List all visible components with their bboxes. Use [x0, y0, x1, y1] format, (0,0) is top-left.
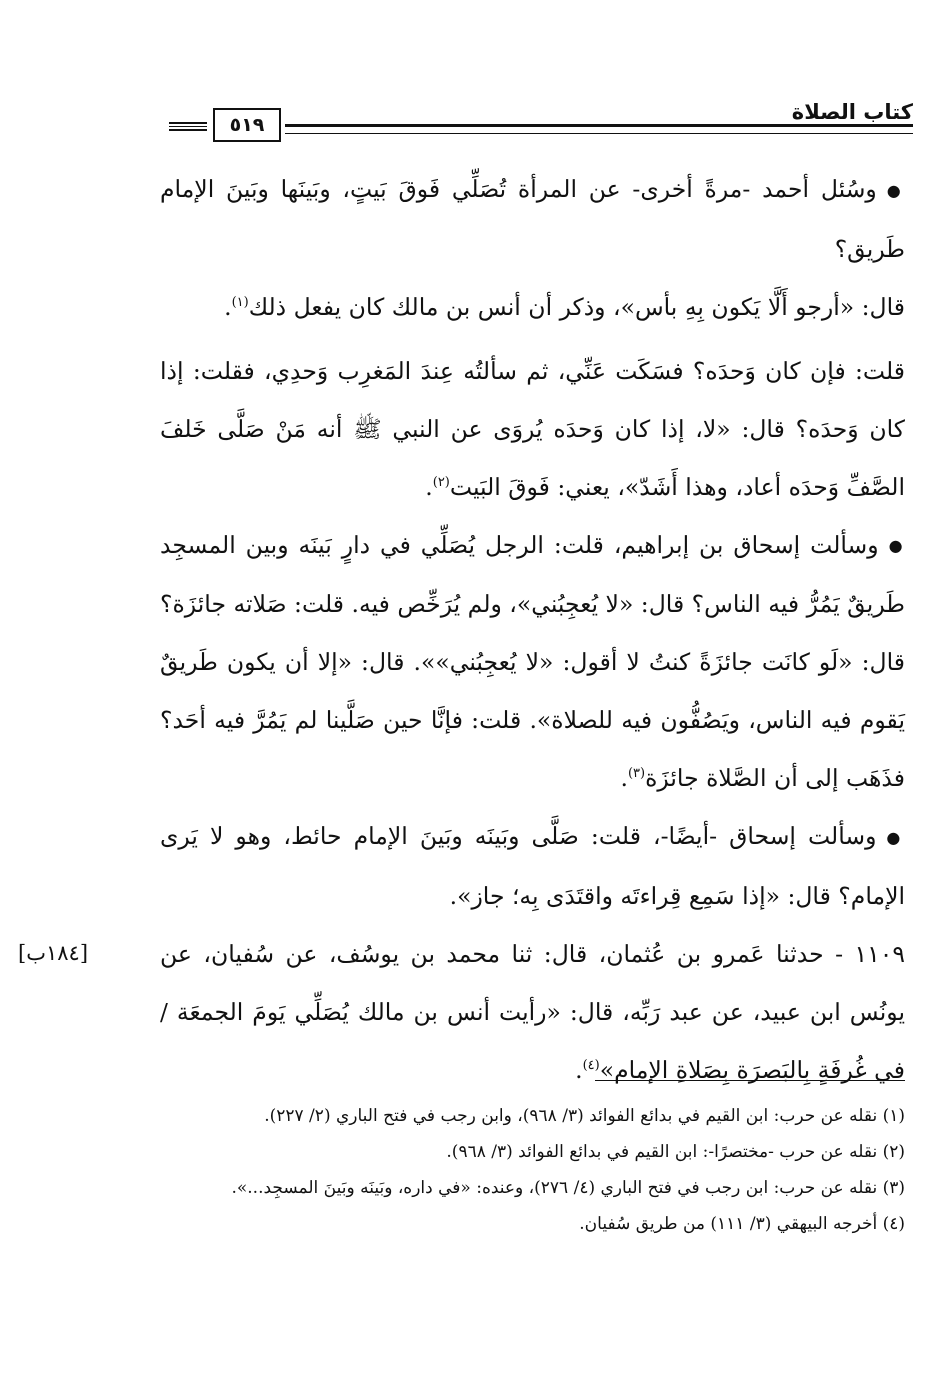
- paragraph: قال: «أرجو أَلَّا يَكون بِهِ بأس»، وذكر أن أنس بن مالك كان يفعل ذلك$^{(١)}$.: [224, 292, 905, 321]
- page-header: [165, 96, 913, 146]
- bullet-icon: ●: [886, 827, 905, 847]
- page-number: ٥١٩: [213, 108, 281, 142]
- footnotes: [160, 1098, 905, 1242]
- footnote-ref: (٤): [582, 1057, 600, 1073]
- footnote-ref: (١): [231, 294, 249, 310]
- footnote: (١) نقله عن حرب: ابن القيم في بدائع الفوائد (٣/ ٩٦٨)، وابن رجب في فتح الباري (٢/ ٢٢٧).: [264, 1106, 905, 1126]
- manuscript-folio-note: [١٨٤ب]: [18, 941, 89, 965]
- paragraph: ●وسُئل أحمد -مرةً أخرى- عن المرأة تُصَلِّي فَوقَ بَيتٍ، وبَينَها وبَينَ الإمام طَريق؟: [160, 175, 905, 263]
- header-rule-left: [169, 122, 207, 131]
- bullet-icon: ●: [886, 180, 905, 200]
- footnote-ref: (٣): [627, 766, 646, 782]
- header-rule-right: [285, 124, 913, 134]
- bullet-icon: ●: [888, 536, 905, 555]
- paragraph: ●وسألت إسحاق بن إبراهيم، قلت: الرجل يُصَلِّي في دارٍ بَينَه وبين المسجِد طَريقٌ يَمُرُّ فيه الناس؟ قال: «لا يُعجِبُني»، ولم يُرَخِّص فيه. قلت: صَلاته جائزَة؟ قال: «لَو كانَت جائزَةً كنتُ لا أقول: «لا يُعجِبُني»». قال: «إلا أن يكون طَريقٌ يَقوم فيه الناس، ويَصُفُّون فيه للصلاة». قلت: فإنَّا حين صَلَّينا لم يَمُرَّ فيه أحَد؟ فذَهَب إلى أن الصَّلاة جائزَة$^{(٣)}$.: [160, 530, 905, 792]
- hadith-paragraph: ١١٠٩ - حدثنا عَمرو بن عُثمان، قال: ثنا محمد بن يوسُف، عن سُفيان، عن يونُس ابن عبيد، عن عبد رَبِّه، قال: «رأيت أنس بن مالك يُصَلِّي يَومَ الجمعَة / في غُرفَةٍ بِالبَصرَة بِصَلاةِ الإمام»$^{(٤)}$.: [160, 939, 905, 1084]
- footnote: (٤) أخرجه البيهقي (٣/ ١١١) من طريق سُفيان.: [579, 1214, 905, 1234]
- footnote-separator: [595, 1080, 905, 1081]
- paragraph: قلت: فإن كان وَحدَه؟ فسَكَت عَنِّي، ثم سألتُه عِندَ المَغرِب وَحدِي، فقلت: إذا كان وَحدَه؟ قال: «لا، إذا كان وَحدَه يُروَى عن النبي ﷺ أنه مَنْ صَلَّى خَلفَ الصَّفِّ وَحدَه أعاد، وهذا أَشَدّ»، يعني: فَوقَ البَيت$^{(٢)}$.: [160, 356, 905, 501]
- running-title: كتاب الصلاة: [791, 100, 913, 124]
- paragraph: ●وسألت إسحاق -أيضًا-، قلت: صَلَّى وبَينَه وبَينَ الإمام حائط، وهو لا يَرى الإمام؟ قال: «إذا سَمِع قِراءتَه واقتَدَى بِه؛ جاز».: [160, 822, 905, 910]
- footnote: (٢) نقله عن حرب -مختصرًا-: ابن القيم في بدائع الفوائد (٣/ ٩٦٨).: [446, 1142, 905, 1162]
- footnote: (٣) نقله عن حرب: ابن رجب في فتح الباري (٤/ ٢٧٦)، وعنده: «في داره، وبَينَه وبَينَ المسجِد...».: [231, 1178, 905, 1198]
- footnote-ref: (٢): [432, 474, 450, 490]
- main-text: [160, 160, 905, 1099]
